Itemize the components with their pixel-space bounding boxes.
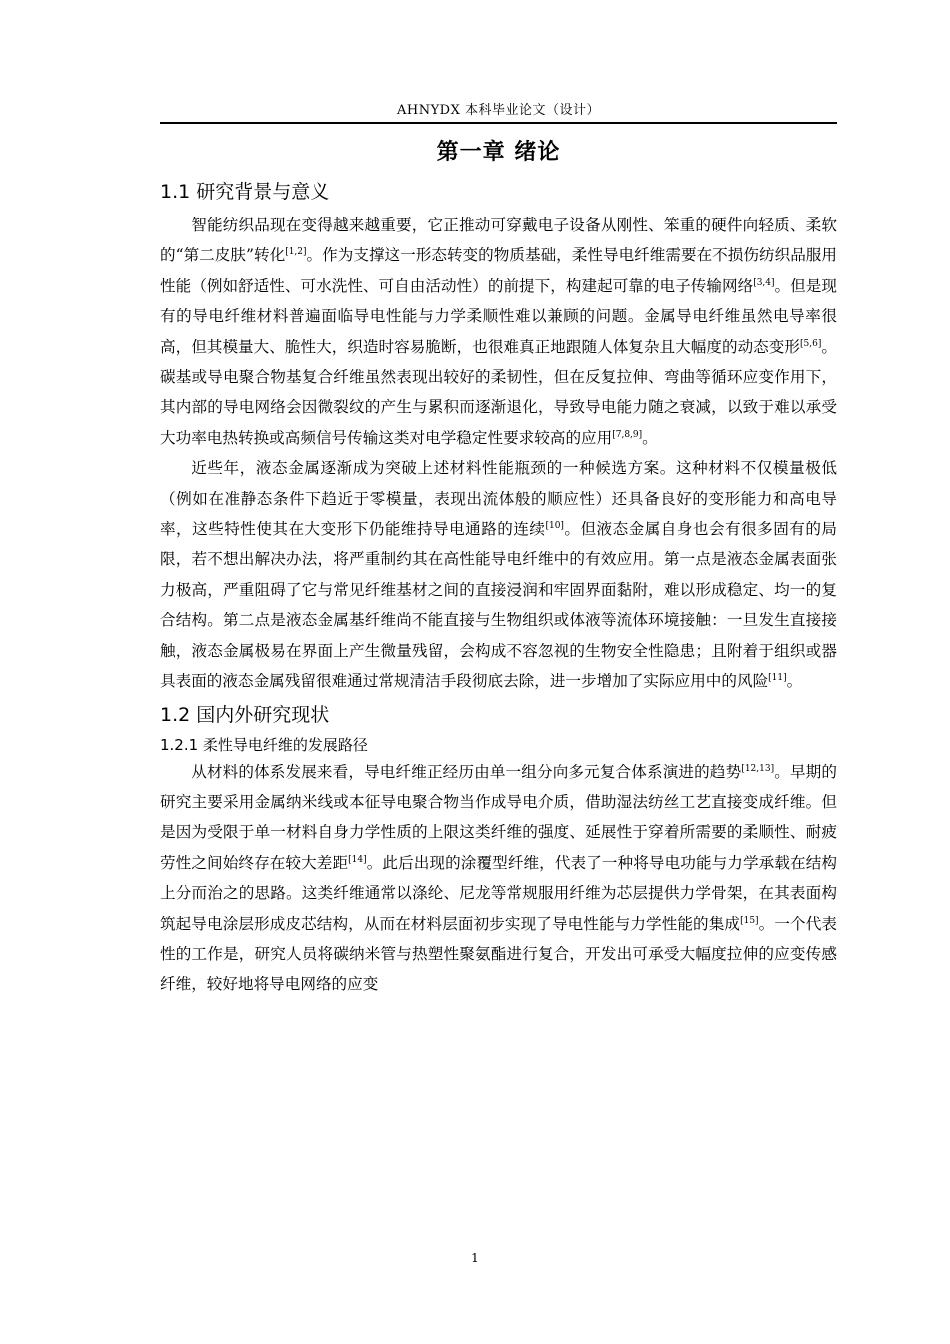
page-content [160,132,837,1000]
citation-ref: [11] [768,672,787,683]
citation-ref: [1,2] [285,247,307,258]
citation-ref: [14] [348,854,367,865]
section-heading: 1.1 研究背景与意义 [160,181,330,203]
citation-ref: [7,8,9] [612,429,643,440]
header-rule [160,122,837,124]
paragraph [160,453,837,696]
text-run: 。 [642,428,658,447]
text-run: 。碳基或导电聚合物基复合纤维虽然表现出较好的柔韧性，但在反复拉伸、弯曲等循环应变作用下，其内部的导电网络会因微裂纹的产生与累积而逐渐退化，导致导电能力随之衰减，以致于难以承受大功率电热转换或高频信号传输这类对电学稳定性要求较高的应用 [160,337,837,447]
subsection-heading: 1.2.1 柔性导电纤维的发展路径 [160,735,368,754]
paragraph [160,757,837,1000]
citation-ref: [3,4] [753,277,775,288]
chapter-title: 第一章 绪论 [436,140,561,165]
text-run: 智能纺织品现在变得越来越重要，它正推动可穿戴电子设备从刚性、笨重的硬件向轻质、柔软的“第二皮肤”转化 [160,216,837,265]
paragraph [160,210,837,453]
text-run: 从材料的体系发展来看，导电纤维正经历由单一组分向多元复合体系演进的趋势 [191,762,742,781]
text-run: 近些年，液态金属逐渐成为突破上述材料性能瓶颈的一种候选方案。这种材料不仅模量极低（例如在准静态条件下趋近于零模量，表现出流体般的顺应性）还具备良好的变形能力和高电导率，这些特性使其在大变形下仍能维持导电通路的连续 [160,459,837,539]
text-run: 。早期的研究主要采用金属纳米线或本征导电聚合物当作成导电介质，借助湿法纺丝工艺直接变成纤维。但是因为受限于单一材料自身力学性质的上限这类纤维的强度、延展性于穿着所需要的柔顺性、耐疲劳性之间始终存在较大差距 [160,762,837,872]
text-run: 。一个代表性的工作是，研究人员将碳纳米管与热塑性聚氨酯进行复合，开发出可承受大幅度拉伸的应变传感纤维，较好地将导电网络的应变 [160,914,837,994]
text-run: 。但液态金属自身也会有很多固有的局限，若不想出解决办法，将严重制约其在高性能导电纤维中的有效应用。第一点是液态金属表面张力极高，严重阻碍了它与常见纤维基材之间的直接浸润和牢固界面黏附，难以形成稳定、均一的复合结构。第二点是液态金属基纤维尚不能直接与生物组织或体液等流体环境接触：一旦发生直接接触，液态金属极易在界面上产生微量残留，会构成不容忽视的生物安全性隐患；且附着于组织或器具表面的液态金属残留很难通过常规清洁手段彻底去除，进一步增加了实际应用中的风险 [160,520,837,691]
section-heading: 1.2 国内外研究现状 [160,703,330,726]
text-run: 。但是现有的导电纤维材料普遍面临导电性能与力学柔顺性难以兼顾的问题。金属导电纤维虽然电导率很高，但其模量大、脆性大，织造时容易脆断，也很难真正地跟随人体复杂且大幅度的动态变形 [160,276,837,356]
text-run: 。 [786,672,803,691]
citation-ref: [5,6] [800,338,822,349]
citation-ref: [15] [740,915,759,926]
citation-ref: [10] [545,520,564,531]
page-number: 1 [471,1251,479,1265]
text-run: 。作为支撑这一形态转变的物质基础，柔性导电纤维需要在不损伤纺织品服用性能（例如舒适性、可水洗性、可自由活动性）的前提下，构建起可靠的电子传输网络 [160,246,837,295]
citation-ref: [12,13] [741,763,775,774]
text-run: 。此后出现的涂覆型纤维，代表了一种将导电功能与力学承载在结构上分而治之的思路。这类纤维通常以涤纶、尼龙等常规服用纤维为芯层提供力学骨架，在其表面构筑起导电涂层形成皮芯结构，从而在材料层面初步实现了导电性能与力学性能的集成 [160,853,837,933]
running-header: AHNYDX 本科毕业论文（设计） [397,103,600,118]
